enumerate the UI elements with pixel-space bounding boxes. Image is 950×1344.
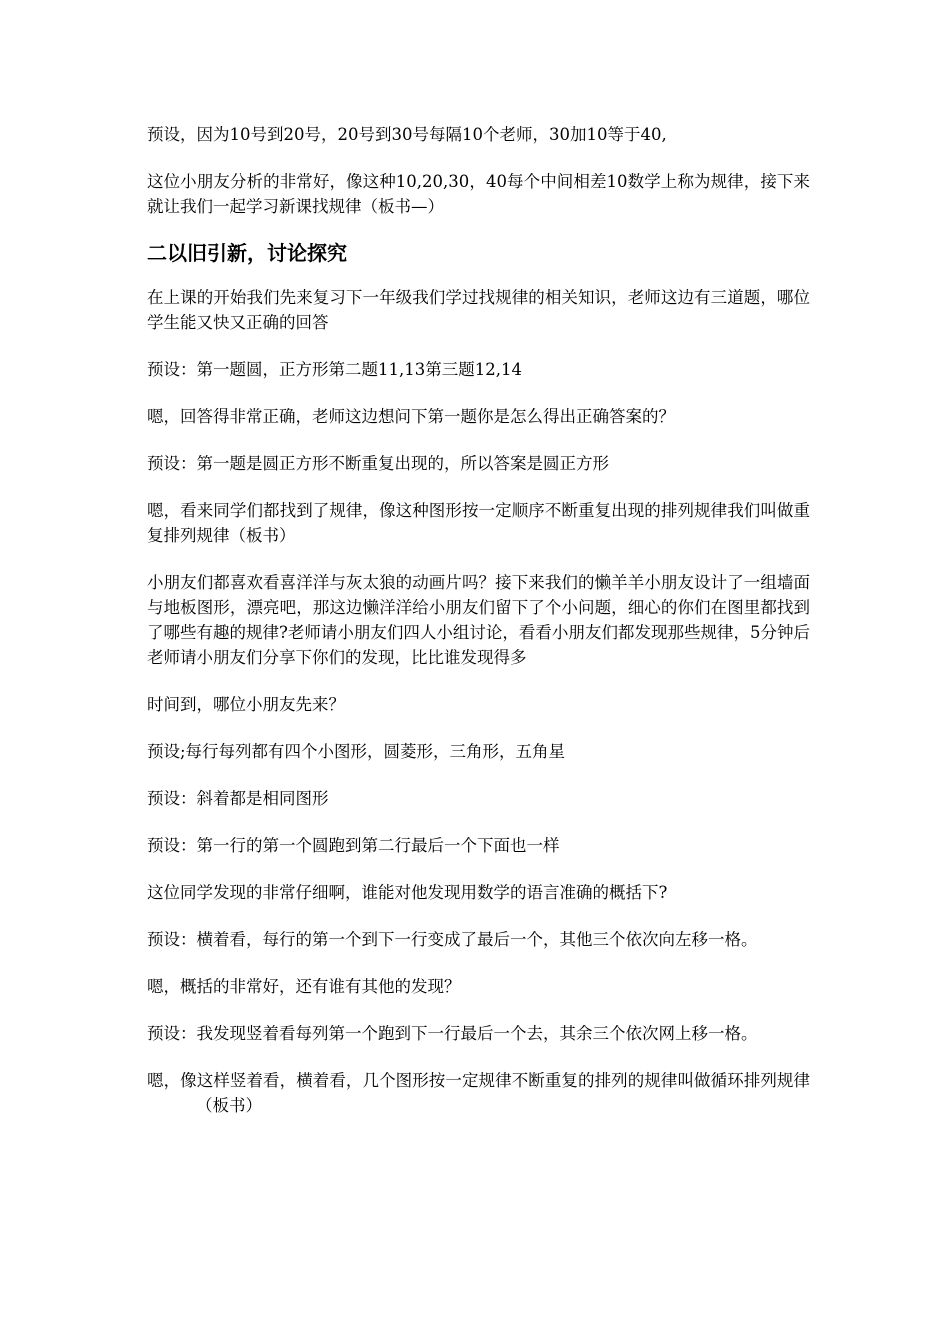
- paragraph: 预设：第一行的第一个圆跑到第二行最后一个下面也一样: [147, 836, 560, 855]
- paragraph: 这位小朋友分析的非常好，像这种10,20,30，40每个中间相差10数学上称为规律，接下来就让我们一起学习新课找规律（板书—）: [147, 172, 810, 216]
- paragraph: 嗯，回答得非常正确，老师这边想问下第一题你是怎么得出正确答案的？: [147, 407, 675, 426]
- paragraph: 嗯，概括的非常好，还有谁有其他的发现？: [147, 977, 461, 996]
- section-heading: 二以旧引新，讨论探究: [147, 241, 347, 265]
- paragraph: 预设;每行每列都有四个小图形，圆菱形，三角形，五角星: [147, 742, 566, 761]
- paragraph: 在上课的开始我们先来复习下一年级我们学过找规律的相关知识，老师这边有三道题，哪位学生能又快又正确的回答: [147, 288, 810, 332]
- hanging-paragraph: 预设：我发现竖着看每列第一个跑到下一行最后一个去，其余三个依次网上移一格。: [147, 1024, 758, 1043]
- paragraph: 预设：第一题圆，正方形第二题11,13第三题12,14: [147, 360, 522, 379]
- paragraph: 时间到，哪位小朋友先来？: [147, 695, 345, 714]
- paragraph: 小朋友们都喜欢看喜洋洋与灰太狼的动画片吗？接下来我们的懒羊羊小朋友设计了一组墙面与地板图形，漂亮吧，那这边懒洋洋给小朋友们留下了个小问题，细心的你们在图里都找到了哪些有趣的规律?老师请小朋友们四人小组讨论，看看小朋友们都发现那些规律，5分钟后老师请小朋友们分享下你们的发现，比比谁发现得多: [147, 573, 810, 667]
- hanging-paragraph: 嗯，像这样竖着看，横着看，几个图形按一定规律不断重复的排列的规律叫做循环排列规律（板书）: [147, 1071, 810, 1115]
- paragraph: 预设，因为10号到20号，20号到30号每隔10个老师，30加10等于40,: [147, 125, 667, 144]
- paragraph: 预设：斜着都是相同图形: [147, 789, 329, 808]
- paragraph: 嗯，看来同学们都找到了规律，像这种图形按一定顺序不断重复出现的排列规律我们叫做重复排列规律（板书）: [147, 501, 810, 545]
- hanging-paragraph: 预设：横着看，每行的第一个到下一行变成了最后一个，其他三个依次向左移一格。: [147, 930, 758, 949]
- document-body: [147, 122, 810, 1140]
- paragraph: 这位同学发现的非常仔细啊，谁能对他发现用数学的语言准确的概括下?: [147, 883, 668, 902]
- paragraph: 预设：第一题是圆正方形不断重复出现的，所以答案是圆正方形: [147, 454, 609, 473]
